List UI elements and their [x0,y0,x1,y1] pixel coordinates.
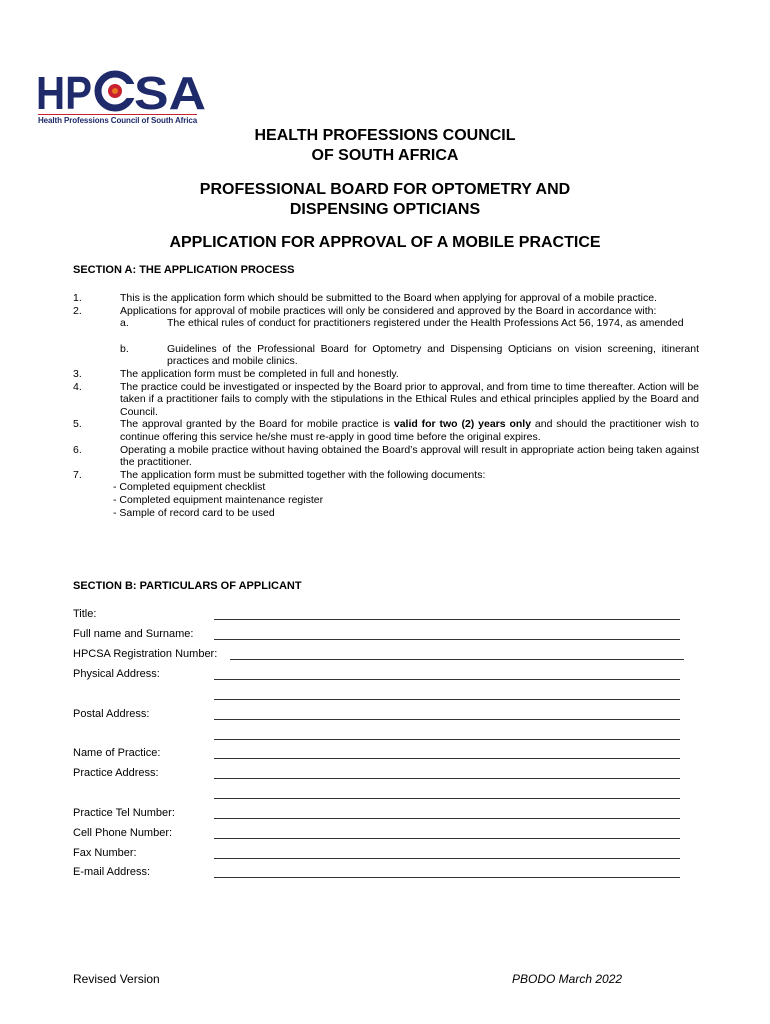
board-name-line1: PROFESSIONAL BOARD FOR OPTOMETRY AND [199,181,571,198]
practice-address-input-line-1[interactable] [214,778,680,779]
logo-emblem-icon [98,74,136,108]
board-name-line2: DISPENSING OPTICIANS [289,201,481,218]
list-item: 4. The practice could be investigated or inspected by the Board prior to approval, and from time to time thereafter. Action will be taken if a practitioner fails to comply with the stipulations in the Ethical Rules and ethical principles applied by the Board and Council. [73,380,699,418]
section-a-list [73,292,699,519]
cell-phone-input-line[interactable] [214,838,680,839]
council-name-line2: OF SOUTH AFRICA [311,147,459,164]
fax-number-label: Fax Number: [73,847,137,859]
practice-address-label: Practice Address: [73,767,159,779]
title-label: Title: [73,608,97,620]
footer-reference: PBODO March 2022 [512,972,623,986]
physical-address-input-line-2[interactable] [214,699,680,700]
postal-address-label: Postal Address: [73,708,150,720]
document-item: - Sample of record card to be used [113,506,275,519]
practice-address-input-line-2[interactable] [214,798,680,799]
postal-address-input-line-1[interactable] [214,719,680,720]
list-subitem: b. Guidelines of the Professional Board for Optometry and Dispensing Opticians on vision screening, itinerant practices and mobile clinics. [120,342,699,368]
full-name-input-line[interactable] [214,639,680,640]
physical-address-label: Physical Address: [73,668,160,680]
hpcsa-logo [36,66,208,126]
cell-phone-label: Cell Phone Number: [73,827,173,839]
list-item: 3. The application form must be completed in full and honestly. [73,367,399,380]
footer-version: Revised Version [73,972,160,986]
logo-letters-hp: HP [36,67,92,112]
practice-tel-label: Practice Tel Number: [73,807,175,819]
validity-emphasis: valid for two (2) years only [393,418,532,431]
physical-address-input-line-1[interactable] [214,679,680,680]
section-a-title: SECTION A: THE APPLICATION PROCESS [73,264,295,276]
email-address-input-line[interactable] [214,877,680,878]
list-item: 1. This is the application form which should be submitted to the Board when applying for approval of a mobile practice. [73,292,657,304]
registration-number-input-line[interactable] [230,659,684,660]
list-item: 7. The application form must be submitted together with the following documents: [73,468,486,481]
logo-subtitle: Health Professions Council of South Africa [38,116,198,125]
email-address-label: E-mail Address: [73,866,151,878]
council-name-line1: HEALTH PROFESSIONS COUNCIL [254,127,516,144]
fax-number-input-line[interactable] [214,858,680,859]
section-b-title: SECTION B: PARTICULARS OF APPLICANT [73,580,302,592]
list-subitem: a. The ethical rules of conduct for practitioners registered under the Health Professions Act 56, 1974, as amended [120,317,684,330]
document-item: - Completed equipment maintenance register [113,493,324,506]
hpcsa-logo-graphic [36,66,208,112]
list-item: 5. The approval granted by the Board for mobile practice is valid for two (2) years only and should the practitioner wish to continue offering this service he/she must re-apply in good time before the original expires. [73,418,699,443]
list-item: 6. Operating a mobile practice without having obtained the Board’s approval will result in appropriate action being taken against the practitioner. [73,443,699,469]
practice-name-input-line[interactable] [214,758,680,759]
logo-letters-sa: SA [134,67,206,112]
form-title: APPLICATION FOR APPROVAL OF A MOBILE PRACTICE [169,234,601,251]
practice-name-label: Name of Practice: [73,747,161,759]
list-item: 2. Applications for approval of mobile practices will only be considered and approved by the Board in accordance with: [73,304,657,317]
registration-number-label: HPCSA Registration Number: [73,648,218,660]
document-item: - Completed equipment checklist [113,481,266,494]
practice-tel-input-line[interactable] [214,818,680,819]
full-name-label: Full name and Surname: [73,628,194,640]
postal-address-input-line-2[interactable] [214,739,680,740]
title-input-line[interactable] [214,619,680,620]
